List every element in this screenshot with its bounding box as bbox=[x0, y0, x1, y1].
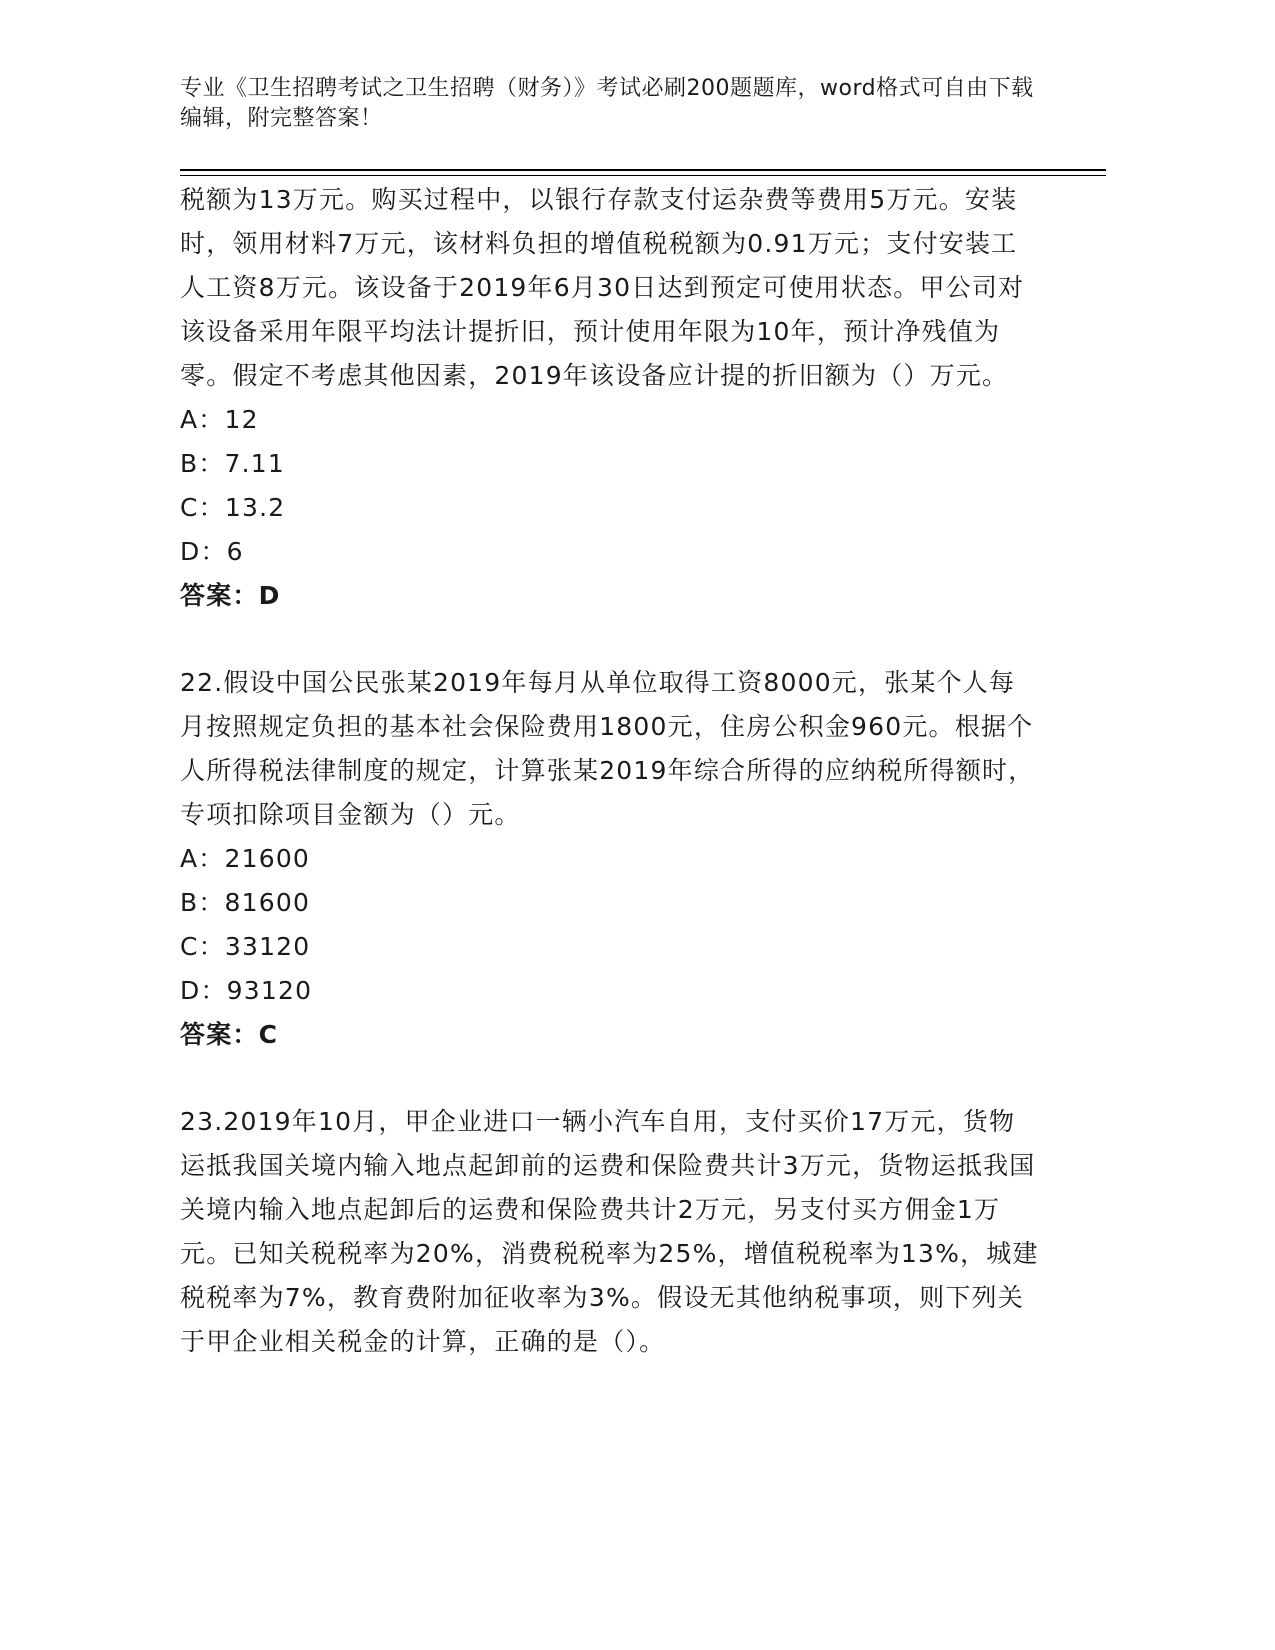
header-divider-thin bbox=[180, 175, 1106, 176]
answer-line: 答案：D bbox=[180, 581, 281, 610]
question-block bbox=[180, 178, 1040, 618]
option-b: B：81600 bbox=[180, 888, 311, 917]
option-c: C：33120 bbox=[180, 932, 311, 961]
question-block bbox=[180, 661, 1040, 1057]
option-d: D：93120 bbox=[180, 976, 313, 1005]
spacer bbox=[180, 618, 1040, 661]
page-header-title: 专业《卫生招聘考试之卫生招聘（财务）》考试必刷200题题库，word格式可自由下载编辑，附完整答案！ bbox=[180, 76, 1034, 131]
option-b: B：7.11 bbox=[180, 449, 286, 478]
document-body bbox=[180, 178, 1040, 1364]
question-block bbox=[180, 1100, 1040, 1364]
answer-line: 答案：C bbox=[180, 1020, 279, 1049]
question-text: 税额为13万元。购买过程中，以银行存款支付运杂费等费用5万元。安装时，领用材料7万元，该材料负担的增值税税额为0.91万元；支付安装工人工资8万元。该设备于2019年6月30日达到预定可使用状态。甲公司对该设备采用年限平均法计提折旧，预计使用年限为10年，预计净残值为零。假定不考虑其他因素，2019年该设备应计提的折旧额为（）万元。 bbox=[180, 185, 1025, 390]
header-divider-thick bbox=[180, 169, 1106, 171]
question-text: 22.假设中国公民张某2019年每月从单位取得工资8000元，张某个人每月按照规定负担的基本社会保险费用1800元，住房公积金960元。根据个人所得税法律制度的规定，计算张某2019年综合所得的应纳税所得额时，专项扣除项目金额为（）元。 bbox=[180, 668, 1035, 829]
question-text: 23.2019年10月，甲企业进口一辆小汽车自用，支付买价17万元，货物运抵我国关境内输入地点起卸前的运费和保险费共计3万元，货物运抵我国关境内输入地点起卸后的运费和保险费共计2万元，另支付买方佣金1万元。已知关税税率为20%，消费税税率为25%，增值税税率为13%，城建税税率为7%，教育费附加征收率为3%。假设无其他纳税事项，则下列关于甲企业相关税金的计算，正确的是（）。 bbox=[180, 1107, 1039, 1356]
option-d: D：6 bbox=[180, 537, 244, 566]
spacer bbox=[180, 1057, 1040, 1100]
option-a: A：12 bbox=[180, 405, 259, 434]
option-c: C：13.2 bbox=[180, 493, 286, 522]
option-a: A：21600 bbox=[180, 844, 311, 873]
